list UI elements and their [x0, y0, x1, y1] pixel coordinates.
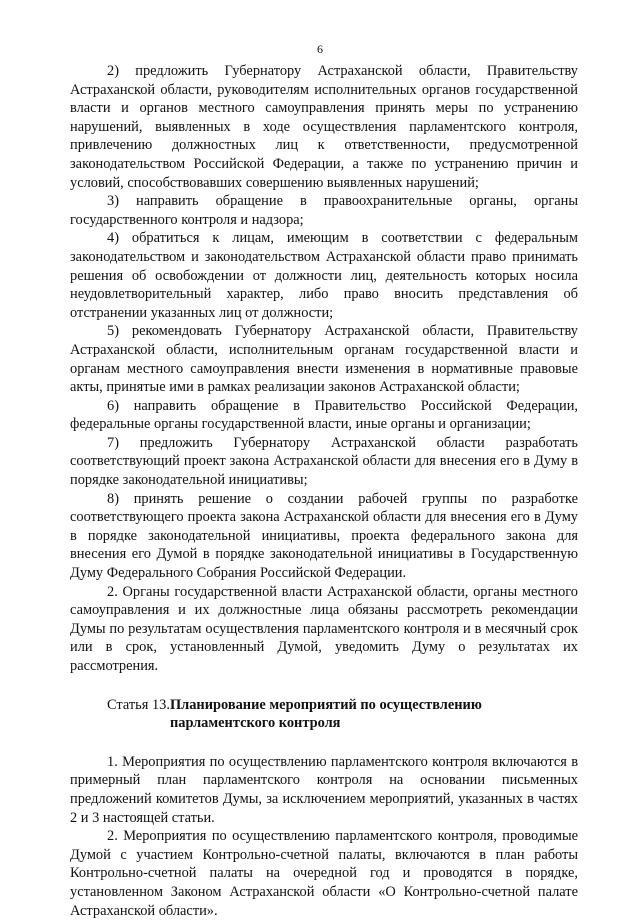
- paragraph-item-3: 3) направить обращение в правоохранительные органы, органы государственного контроля и надзора;: [70, 193, 578, 228]
- paragraph-item-4: 4) обратиться к лицам, имеющим в соответствии с федеральным законодательством и законодательством Астраханской области право принимать решения об освобождении от должности лиц, деятельность которых носила неудовлетворительный характер, либо право вносить представления об отстранении указанных лиц от должности;: [70, 230, 578, 321]
- paragraph-item-8: 8) принять решение о создании рабочей группы по разработке соответствующего проекта закона Астраханской области для внесения его в Думу в порядке законодательной инициативы, проекта федерального закона для внесения его Думой в порядке законодательной инициативы в Государственную Думу Федерального Собрания Российской Федерации.: [70, 490, 578, 582]
- document-body: [70, 62, 578, 920]
- article-paragraph-1: 1. Мероприятия по осуществлению парламентского контроля включаются в примерный план парламентского контроля на основании письменных предложений комитетов Думы, за исключением мероприятий, указанных в частях 2 и 3 настоящей статьи.: [70, 753, 578, 826]
- paragraph-item-5: 5) рекомендовать Губернатору Астраханской области, Правительству Астраханской области, исполнительным органам государственной власти и органам местного самоуправления внести изменения в нормативные правовые акты, принятые ими в рамках реализации законов Астраханской области;: [70, 323, 578, 396]
- article-paragraph-2: 2. Мероприятия по осуществлению парламентского контроля, проводимые Думой с участием Контрольно-счетной палаты, включаются в план работы Контрольно-счетной палаты на очередной год и проводятся в порядке, установленном Законом Астраханской области «О Контрольно-счетной палате Астраханской области».: [70, 828, 578, 919]
- article-heading: [107, 696, 578, 733]
- paragraph-item-7: 7) предложить Губернатору Астраханской области разработать соответствующий проект закона Астраханской области для внесения его в Думу в порядке законодательной инициативы;: [70, 434, 578, 489]
- article-label: Статья 13.: [107, 696, 170, 713]
- article-title: Планирование мероприятий по осуществлению парламентского контроля: [169, 696, 482, 732]
- paragraph-part-2: 2. Органы государственной власти Астраханской области, органы местного самоуправления и их должностные лица обязаны рассмотреть рекомендации Думы по результатам осуществления парламентского контроля и в месячный срок или в срок, установленный Думой, уведомить Думу о результатах их рассмотрения.: [70, 583, 578, 674]
- paragraph-item-6: 6) направить обращение в Правительство Российской Федерации, федеральные органы государственной власти, иные органы и организации;: [70, 397, 578, 433]
- paragraph-item-2: 2) предложить Губернатору Астраханской области, Правительству Астраханской области, руководителям исполнительных органов государственной власти и органов местного самоуправления принять меры по устранению нарушений, выявленных в ходе осуществления парламентского контроля, привлечению должностных лиц к ответственности, предусмотренной законодательством Российской Федерации, а также по устранению причин и условий, способствовавших совершению выявленных нарушений;: [70, 63, 578, 191]
- page-number: 6: [317, 42, 323, 56]
